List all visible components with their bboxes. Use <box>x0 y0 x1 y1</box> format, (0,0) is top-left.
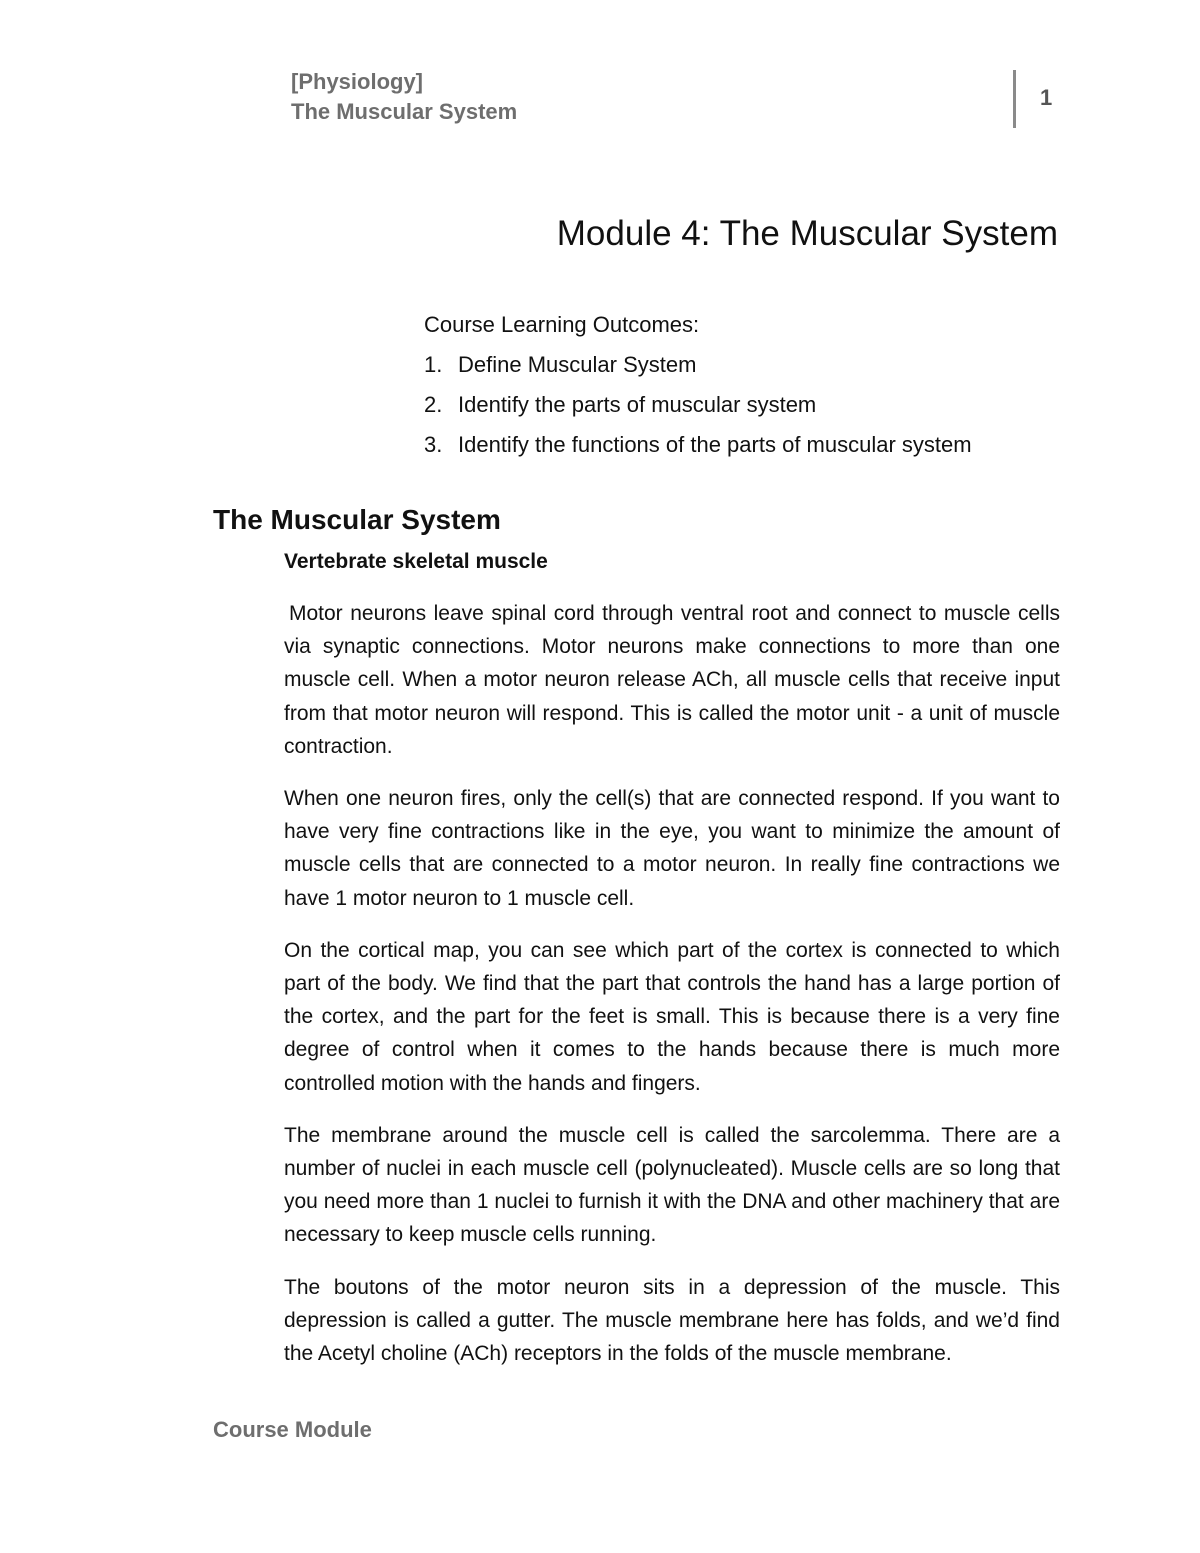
page-number: 1 <box>1040 85 1053 110</box>
outcome-text: Identify the parts of muscular system <box>458 392 817 417</box>
paragraph: The boutons of the motor neuron sits in a depression of the muscle. This depression is called a gutter. The muscle membrane here has folds, and we’d find the Acetyl choline (ACh) receptors in the folds of the muscle membrane. <box>284 1275 1060 1366</box>
outcome-text: Define Muscular System <box>458 352 697 377</box>
paragraph: On the cortical map, you can see which part of the cortex is connected to which part of the body. We find that the part that controls the hand has a large portion of the cortex, and the part for the feet is small. This is because there is a very fine degree of control when it comes to the hands because there is much more controlled motion with the hands and fingers. <box>284 938 1060 1095</box>
outcomes-heading: Course Learning Outcomes: <box>424 312 700 337</box>
header-divider <box>1013 70 1016 128</box>
learning-outcomes <box>424 305 972 465</box>
outcome-text: Identify the functions of the parts of muscular system <box>458 432 972 457</box>
subsection-title: Vertebrate skeletal muscle <box>284 550 548 573</box>
outcome-item <box>424 385 972 425</box>
header-subject: [Physiology] <box>291 69 424 94</box>
outcome-number: 3. <box>424 432 443 457</box>
header-subtitle: The Muscular System <box>291 99 518 124</box>
paragraph: Motor neurons leave spinal cord through ventral root and connect to muscle cells via synaptic connections. Motor neurons make connections to more than one muscle cell. When a motor neuron release ACh, all muscle cells that receive input from that motor neuron will respond. This is called the motor unit - a unit of muscle contraction. <box>284 602 1060 758</box>
outcome-item <box>424 425 972 465</box>
paragraph: When one neuron fires, only the cell(s) that are connected respond. If you want to have very fine contractions like in the eye, you want to minimize the amount of muscle cells that are connected to a motor neuron. In really fine contractions we have 1 motor neuron to 1 muscle cell. <box>284 787 1060 910</box>
outcome-item <box>424 345 972 385</box>
outcome-number: 1. <box>424 352 443 377</box>
paragraph: The membrane around the muscle cell is called the sarcolemma. There are a number of nuclei in each muscle cell (polynucleated). Muscle cells are so long that you need more than 1 nuclei to furnish it with the DNA and other machinery that are necessary to keep muscle cells running. <box>284 1123 1060 1247</box>
outcome-number: 2. <box>424 392 443 417</box>
module-title: Module 4: The Muscular System <box>556 214 1058 253</box>
footer-label: Course Module <box>213 1417 372 1442</box>
body-text <box>284 597 1060 1389</box>
section-title: The Muscular System <box>213 504 501 535</box>
